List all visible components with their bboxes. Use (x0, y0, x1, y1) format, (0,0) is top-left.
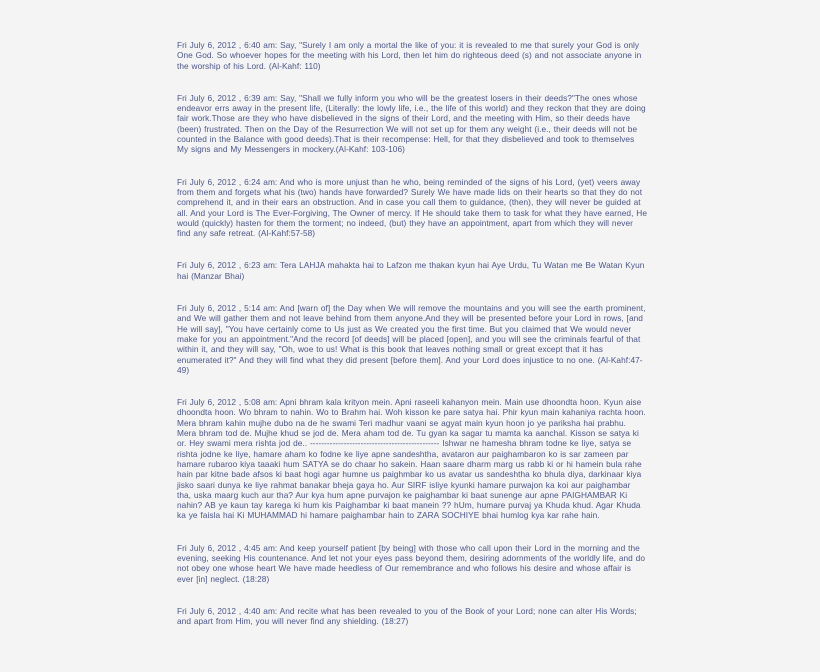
status-feed (177, 40, 647, 648)
feed-entry (177, 303, 647, 375)
entry-timestamp: Fri July 6, 2012 , 4:45 am: (177, 542, 278, 553)
entry-text: Apni bhram kala krityon mein. Apni raseeli kahanyon mein. Main use dhoondta hoon. Kyun aise dhoondta hoon. Wo bhram to nahin. Wo to Brahm hai. Woh kisson ke pare satya hai. Phir kyun main kahaniya rachta hoon. Mera bhram kahin mujhe dubo na de he swami Teri madhur vaani se agyat main kyun hoon jo ye pariksha hai prabhu. Mera bhram tod de. Mujhe khud se jod de. Mera aham tod de. Tu gyan ka sagar tu mamta ka aanchal. Kisson se satya ki or. Hey swami mera rishta jod de.. ---------------------------------------------- Ishwar ne hamesha bhram todne ke liye, satya se rishta jodne ke liye, hamare aham ko fodne ke liye apne sandeshtha, avataron aur paighambaron ko is sar zameen par hamare rubaroo kiya taaaki hum SATYA se do chaar ho sakein. Haan saare dharm marg us rabb ki or hi hamein bula rahe hain par kitne bade afsos ki baat hogi agar humne us paighmbar ko us avatar us sandeshtha ko bhula diya, darkinaar kiya jisko saari dunya ke liye rahmat banakar bheja gaya ho. Aur SIRF isliye kyunki hamare purwajon ka koi aur paighambar tha, uska maarg kuch aur tha? Aur kya hum apne purvajon ke paighambar ki baat sunenge aur apne PAIGHAMBAR Ki nahin? AB ye kaun tay karega ki hum kis Paighambar ki baat manein ?? hUm, humare purvaj ya Khuda khud. Agar Khuda ka ye faisla hai Ki MUHAMMAD hi hamare paighambar hain to ZARA SOCHIYE bhai humlog kya kar rahe hain. (177, 397, 646, 521)
entry-text: And keep yourself patient [by being] with those who call upon their Lord in the morning and the evening, seeking His countenance. And let not your eyes pass beyond them, desiring adornments of the worldly life, and do not obey one whose heart We have made heedless of Our remembrance and who follows his desire and whose affair is ever [in] neglect. (18:28) (177, 542, 646, 584)
feed-entry (177, 40, 647, 71)
entry-text: Say, "Shall we fully inform you who will be the greatest losers in their deeds?"The ones whose endeavor errs away in the present life, (Literally: the lowly life, i.e., the life of this world) and they reckon that they are doing fair work.Those are they who have disbelieved in the signs of their Lord, and the meeting with Him, so their deeds have (been) frustrated. Then on the Day of the Resurrection We will not set up for them any weight (i.e., their deeds will not be counted in the Balance with good deeds).That is their recompense: Hell, for that they disbelieved and took to themselves My signs and My Messengers in mockery.(Al-Kahf: 103-106) (177, 92, 646, 155)
feed-entry (177, 606, 647, 627)
feed-entry (177, 543, 647, 584)
feed-entry (177, 397, 647, 521)
entry-timestamp: Fri July 6, 2012 , 5:08 am: (177, 397, 278, 408)
feed-entry (177, 260, 647, 281)
entry-text: Say, "Surely I am only a mortal the like of you: it is revealed to me that surely your God is only One God. So whoever hopes for the meeting with his Lord, then let him do righteous deed (s) and not associate anyone in the worship of his Lord. (Al-Kahf: 110) (177, 40, 642, 71)
feed-entry (177, 93, 647, 155)
entry-text: And recite what has been revealed to you of the Book of your Lord; none can alter His Words; and apart from Him, you will never find any shielding. (18:27) (177, 605, 637, 627)
entry-timestamp: Fri July 6, 2012 , 5:14 am: (177, 303, 278, 314)
entry-text: Tera LAHJA mahakta hai to Lafzon me thakan kyun hai Aye Urdu, Tu Watan me Be Watan Kyun hai (Manzar Bhai) (177, 260, 645, 281)
feed-entry (177, 177, 647, 239)
entry-timestamp: Fri July 6, 2012 , 4:40 am: (177, 605, 278, 616)
entry-timestamp: Fri July 6, 2012 , 6:24 am: (177, 176, 278, 187)
entry-timestamp: Fri July 6, 2012 , 6:39 am: (177, 92, 278, 103)
entry-text: And who is more unjust than he who, being reminded of the signs of his Lord, (yet) veers away from them and forgets what his (two) hands have forwarded? Surely We have made lids on their hearts so that they do not comprehend it, and in their ears an obstruction. And in case you call them to guidance, (then), they will never be guided at all. And your Lord is The Ever-Forgiving, The Owner of mercy. If He should take them to task for what they have earned, He would (quickly) hasten for them the torment; no indeed, (but) they have an appointment, apart from which they will never find any safe retreat. (Al-Kahf:57-58) (177, 176, 647, 239)
entry-timestamp: Fri July 6, 2012 , 6:40 am: (177, 40, 278, 50)
entry-timestamp: Fri July 6, 2012 , 6:23 am: (177, 260, 278, 271)
entry-text: And [warn of] the Day when We will remove the mountains and you will see the earth prominent, and We will gather them and not leave behind from them anyone.And they will be presented before your Lord in rows, [and He will say], "You have certainly come to Us just as We created you the first time. But you claimed that We would never make for you an appointment."And the record [of deeds] will be placed [open], and you will see the criminals fearful of that within it, and they will say, "Oh, woe to us! What is this book that leaves nothing small or great except that it has enumerated it?" And they will find what they did present [before them]. And your Lord does injustice to no one. (Al-Kahf:47-49) (177, 303, 646, 375)
